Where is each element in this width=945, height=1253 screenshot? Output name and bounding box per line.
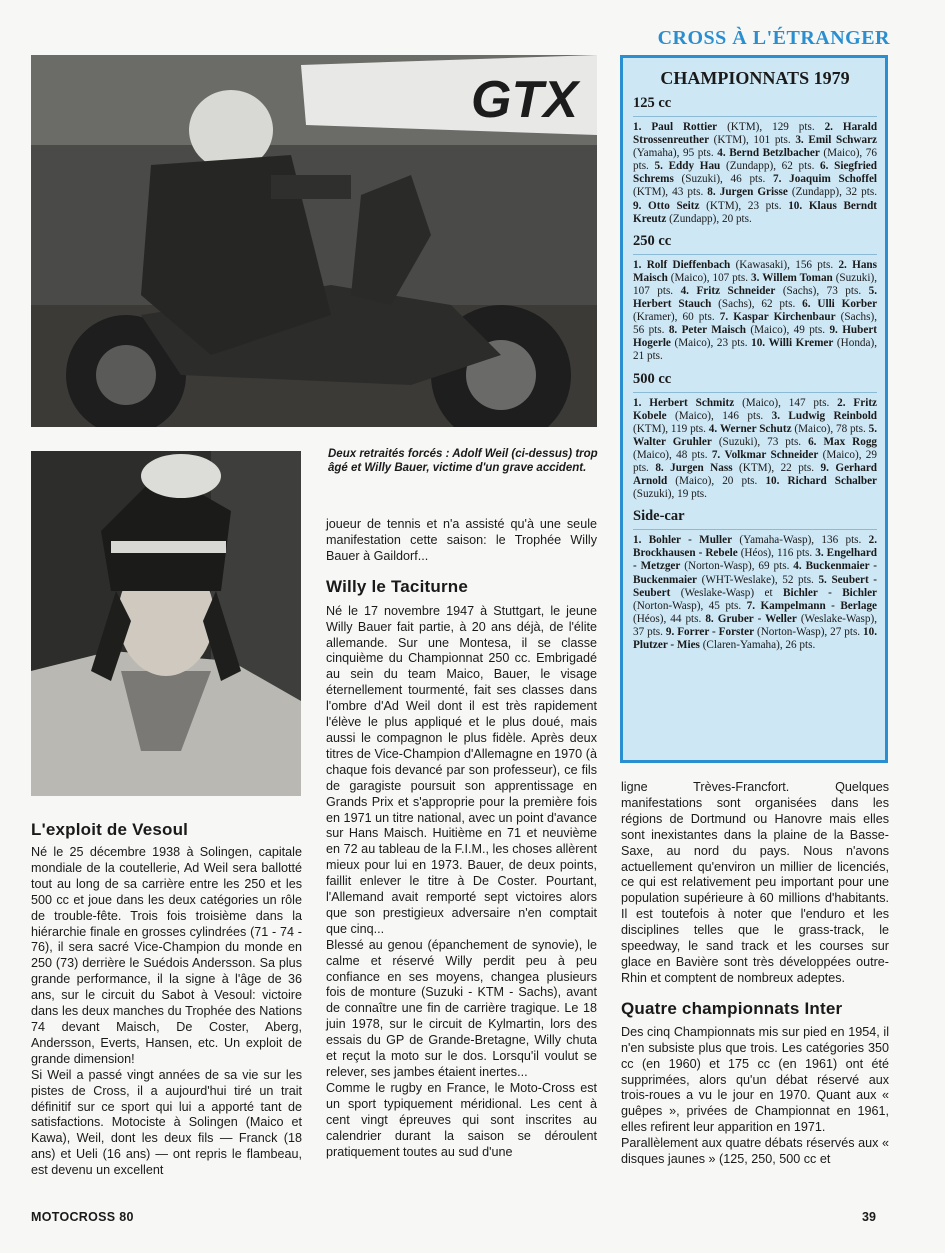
result-detail: (Maico), 78 pts. bbox=[794, 422, 866, 435]
result-position: 2. bbox=[838, 258, 847, 271]
results-list bbox=[633, 397, 877, 502]
result-detail: (Zundapp), 20 pts. bbox=[669, 212, 752, 225]
result-position: 4. bbox=[680, 284, 689, 297]
category-heading: 250 cc bbox=[633, 233, 877, 255]
paragraph: Blessé au genou (épanchement de synovie), le calme et réservé Willy perdit peu à peu confiance en ses moyens, changea plusieurs fois de monture (Suzuki - KTM - Sachs), avant de connaître une fin de carrière tragique. Le 18 juin 1978, sur le circuit de Kylmartin, lors des essais du GP de Grande-Bretagne, Willy chuta et reçut la moto sur le dos. Lorsqu'il voulut se relever, ses jambes étaient inertes... bbox=[326, 937, 597, 1079]
result-rider: Herbert Stauch bbox=[633, 298, 712, 311]
result-entry bbox=[655, 462, 820, 474]
result-rider: Willem Toman bbox=[762, 271, 833, 284]
result-rider: Hubert Hogerle bbox=[633, 324, 878, 350]
result-position: 9. bbox=[665, 625, 675, 638]
result-detail: (Kawasaki), 156 pts. bbox=[735, 258, 834, 271]
results-list bbox=[633, 121, 877, 226]
category-heading: Side-car bbox=[633, 508, 877, 530]
result-detail: (Kramer), 60 pts. bbox=[633, 311, 715, 324]
results-list bbox=[633, 534, 877, 652]
result-position: 3. bbox=[771, 409, 781, 422]
result-position: 1. bbox=[633, 534, 642, 547]
photo-caption: Deux retraités forcés : Adolf Weil (ci-dessus) trop âgé et Willy Bauer, victime d'un grave accident. bbox=[328, 448, 598, 474]
result-detail: (Maico), 107 pts. bbox=[670, 271, 749, 284]
paragraph: Né le 25 décembre 1938 à Solingen, capitale mondiale de la coutellerie, Ad Weil sera ballotté tout au long de sa carrière entre les 250 et les 500 cc et joue dans les deux catégories un rôle de trouble-fête. Trois fois troisième dans la hiérarchie finale en grosses cylindrées (71 - 74 - 76), il sera sacré Vice-Champion du monde en 250 (73) derrière le Suédois Andersson. Sa plus grande performance, il la signe à l'âge de 36 ans, sur le circuit du Sabot à Vesoul: victoire dans les deux manches du Trophée des Nations 74 devant Maisch, De Coster, Aberg, Andersson, Everts, Hansen, etc. Un exploit de grande dimension! bbox=[31, 845, 302, 1066]
result-rider: Werner Schutz bbox=[719, 422, 792, 435]
result-position: 4. bbox=[793, 560, 802, 573]
result-detail: (Suzuki), 46 pts. bbox=[681, 173, 766, 186]
result-detail: (Maico), 23 pts. bbox=[674, 337, 748, 350]
paragraph: Des cinq Championnats mis sur pied en 1954, il n'en subsiste plus que trois. Les catégories 350 cc (en 1960) et 175 cc (en 1961) ont été supprimées, alors qu'un débat réservé aux trois-roues a vu le jour en 1970. Quant aux « guêpes », privées de Championnat en 1961, elles refirent leur apparition en 1971. bbox=[621, 1024, 889, 1135]
result-position: 8. bbox=[655, 461, 664, 474]
result-detail: (WHT-Weslake), 52 pts. bbox=[701, 573, 814, 586]
column-1 bbox=[31, 820, 302, 1179]
result-position: 2. bbox=[868, 534, 878, 547]
result-entry bbox=[633, 534, 869, 546]
result-position: 9. bbox=[633, 199, 642, 212]
result-rider: Kaspar Kirchenbaur bbox=[733, 311, 836, 324]
result-entry bbox=[633, 259, 838, 271]
result-position: 5. bbox=[868, 284, 878, 297]
result-position: 8. bbox=[707, 186, 716, 199]
paragraph: joueur de tennis et n'a assisté qu'à une seule manifestation cette saison: le Trophée Willy Bauer à Gaildorf... bbox=[326, 517, 597, 563]
result-detail: (Claren-Yamaha), 26 pts. bbox=[702, 639, 816, 651]
result-rider: Peter Maisch bbox=[681, 324, 747, 337]
result-rider: Kampelmann - Berlage bbox=[760, 599, 878, 612]
result-position: 5. bbox=[818, 573, 827, 586]
result-entry bbox=[633, 200, 788, 212]
result-position: 7. bbox=[719, 311, 729, 324]
result-rider: Herbert Schmitz bbox=[649, 396, 735, 409]
result-rider: Paul Rottier bbox=[651, 121, 718, 133]
result-detail: (Sachs), 62 pts. bbox=[718, 298, 796, 311]
result-detail: (Honda), 21 pts. bbox=[633, 337, 877, 363]
result-detail: (Weslake-Wasp), 37 pts. bbox=[633, 612, 877, 638]
banner-text: GTX bbox=[471, 71, 578, 129]
result-position: 3. bbox=[795, 134, 804, 147]
result-position: 9. bbox=[829, 324, 838, 337]
result-position: 1. bbox=[633, 121, 642, 133]
paragraph: Parallèlement aux quatre débats réservés aux « disques jaunes » (125, 250, 500 cc et bbox=[621, 1136, 889, 1167]
result-position: 3. bbox=[750, 271, 760, 284]
result-detail: (Weslake-Wasp) et bbox=[680, 586, 773, 599]
result-position: 8. bbox=[705, 612, 714, 625]
result-entry bbox=[655, 160, 821, 172]
result-rider: Harald Strossenreuther bbox=[633, 121, 878, 147]
box-title: CHAMPIONNATS 1979 bbox=[660, 68, 850, 88]
result-position: 2. bbox=[837, 396, 846, 409]
results-list bbox=[633, 259, 877, 364]
result-rider: Walter Gruhler bbox=[633, 435, 712, 448]
result-detail: (Norton-Wasp), 69 pts. bbox=[684, 560, 790, 573]
result-position: 1. bbox=[633, 258, 642, 271]
result-detail: (Norton-Wasp), 27 pts. bbox=[756, 625, 861, 638]
result-entry bbox=[669, 324, 830, 336]
column-3 bbox=[621, 780, 889, 1168]
category-heading: 125 cc bbox=[633, 95, 877, 117]
result-position: 7. bbox=[711, 448, 721, 461]
result-rider: Jurgen Grisse bbox=[719, 186, 788, 199]
result-rider: Plutzer - Mies bbox=[633, 639, 700, 651]
result-position: 5. bbox=[654, 160, 663, 173]
result-position: 2. bbox=[824, 121, 833, 133]
result-position: 6. bbox=[808, 435, 817, 448]
result-rider: Eddy Hau bbox=[668, 160, 721, 173]
result-detail: (Maico), 48 pts. bbox=[633, 448, 708, 461]
result-detail: (Sachs), 56 pts. bbox=[633, 311, 878, 337]
result-detail: (Maico), 49 pts. bbox=[750, 324, 826, 337]
result-detail: (Sachs), 73 pts. bbox=[782, 284, 862, 297]
heading-quatre-championnats: Quatre championnats Inter bbox=[621, 998, 843, 1018]
result-detail: (KTM), 22 pts. bbox=[739, 461, 815, 474]
result-rider: Jurgen Nass bbox=[670, 461, 733, 474]
result-position: 10. bbox=[863, 625, 878, 638]
result-position: 1. bbox=[633, 396, 642, 409]
result-detail: (Maico), 29 pts. bbox=[633, 448, 877, 474]
paragraph: Si Weil a passé vingt années de sa vie sur les pistes de Cross, il a aujourd'hui tiré un trait définitif sur ce sport qui lui a apporté tant de satisfactions. Motociste à Solingen (Maico et Kawa), Weil, dont les deux fils — Franck (18 ans) et Ueli (16 ans) — ont repris le flambeau, est devenu un excellent bbox=[31, 1067, 302, 1178]
result-rider: Seubert - Seubert bbox=[633, 573, 878, 599]
result-rider: Ludwig Reinbold bbox=[788, 409, 878, 422]
paragraph: Comme le rugby en France, le Moto-Cross est un sport typiquement méridional. Les cent à cent vingt épreuves qui sont inscrites au calendrier durant la saison se déroulent pratiquement toutes au sud d'une bbox=[326, 1080, 597, 1159]
page-number: 39 bbox=[862, 1210, 876, 1224]
result-detail: (Zundapp), 62 pts. bbox=[725, 160, 815, 173]
result-position: 4. bbox=[717, 147, 726, 160]
result-rider: Fritz Schneider bbox=[696, 284, 776, 297]
section-title: CROSS À L'ÉTRANGER bbox=[657, 27, 890, 49]
result-rider: Hans Maisch bbox=[633, 258, 878, 284]
result-entry bbox=[666, 626, 863, 638]
result-rider: Max Rogg bbox=[823, 435, 878, 448]
result-rider: Emil Schwarz bbox=[808, 134, 878, 147]
result-detail: (KTM), 119 pts. bbox=[633, 422, 706, 435]
result-rider: Fritz Kobele bbox=[633, 396, 878, 422]
result-entry bbox=[709, 423, 869, 435]
result-rider: Ulli Korber bbox=[817, 298, 878, 311]
result-position: 10. bbox=[788, 199, 803, 212]
result-rider: Engelhard - Metzger bbox=[633, 547, 878, 573]
heading-willy-taciturne: Willy le Taciturne bbox=[326, 576, 468, 596]
heading-exploit-vesoul: L'exploit de Vesoul bbox=[31, 820, 189, 839]
magazine-name: MOTOCROSS 80 bbox=[31, 1210, 134, 1224]
result-entry bbox=[681, 285, 869, 297]
result-detail: (Yamaha-Wasp), 136 pts. bbox=[739, 534, 862, 547]
championships-results-box bbox=[620, 55, 888, 763]
result-detail: (Héos), 116 pts. bbox=[740, 547, 813, 560]
result-rider: Forrer - Forster bbox=[677, 625, 755, 638]
result-detail: (Suzuki), 73 pts. bbox=[718, 435, 802, 448]
result-position: 5. bbox=[868, 422, 878, 435]
result-rider: Willi Kremer bbox=[768, 337, 834, 350]
result-rider: Richard Schalber bbox=[787, 475, 878, 488]
result-detail: (Norton-Wasp), 45 pts. bbox=[633, 599, 742, 612]
result-detail: (Suzuki), 19 pts. bbox=[633, 488, 707, 501]
result-rider: Bohler - Muller bbox=[648, 534, 733, 547]
result-position: 3. bbox=[815, 547, 824, 560]
result-position: 4. bbox=[708, 422, 718, 435]
result-rider: Brockhausen - Rebele bbox=[633, 547, 738, 560]
result-detail: (Maico), 146 pts. bbox=[674, 409, 764, 422]
result-rider: Gerhard Arnold bbox=[633, 461, 878, 488]
result-position: 9. bbox=[820, 461, 829, 474]
result-detail: (Héos), 44 pts. bbox=[633, 612, 702, 625]
paragraph: ligne Trèves-Francfort. Quelques manifestations sont organisées dans les régions de Dortmund ou Hanovre mais elles sont inexistantes dans la plaine de la Basse-Saxe, au nord du pays. Nous n'avons actuellement qu'environ un millier de licenciés, ce qui est relativement peu important pour une population supérieure à 60 millions d'habitants. Il est toutefois à noter que l'enduro et les disciplines telles que le grass-track, le speedway, le sand track et les courses sur glace en Bavière sont très développées outre-Rhin et comptent de nombreux adeptes. bbox=[621, 780, 889, 985]
result-rider: Siegfried Schrems bbox=[633, 160, 877, 186]
result-entry bbox=[633, 121, 825, 133]
result-detail: (KTM), 43 pts. bbox=[633, 186, 704, 199]
result-rider: Joaquim Schoffel bbox=[789, 173, 878, 186]
category-heading: 500 cc bbox=[633, 371, 877, 393]
result-detail: (Yamaha), 95 pts. bbox=[633, 147, 714, 160]
result-position: 6. bbox=[802, 298, 811, 311]
result-detail: (Maico), 76 pts. bbox=[633, 147, 877, 173]
paragraph: Né le 17 novembre 1947 à Stuttgart, le jeune Willy Bauer fait partie, à 20 ans déjà, de l'élite allemande. Sur une Montesa, il se classe cinquième du Championnat 250 cc. Embrigadé au sein du team Maico, Bauer, le visage éternellement tourmenté, fait ses classes dans l'ombre d'Ad Weil dont il est très rapidement l'élève le plus appliqué et le plus doué, mais aussi le compagnon le plus fidèle. Après deux titres de Vice-Champion d'Allemagne en 1970 (à chaque fois devancé par son professeur), ce fils de garagiste poursuit son apprentissage en Grands Prix et s'approprie pour la première fois en 1971 un titre national, avec un point d'avance sur Hans Maisch. Huitième en 71 et neuvième en 72 au tableau de la F.I.M., les choses allèrent mieux pour lui en 1973. Bauer, de deux points, faillit enlever le titre à De Coster. Pourtant, l'Allemand avait remporté sept victoires alors que son prestigieux adversaire n'en comptait que cinq... bbox=[326, 603, 597, 936]
photo-rider-portrait bbox=[31, 451, 301, 796]
result-position: 7. bbox=[773, 173, 782, 186]
result-rider: Bichler - Bichler bbox=[783, 586, 878, 599]
result-position: 8. bbox=[668, 324, 678, 337]
result-position: 6. bbox=[820, 160, 829, 173]
result-detail: (KTM), 23 pts. bbox=[706, 199, 782, 212]
result-position: 7. bbox=[746, 599, 756, 612]
result-position: 10. bbox=[765, 475, 780, 488]
result-rider: Buckenmaier - Buckenmaier bbox=[633, 560, 878, 586]
result-position: 10. bbox=[751, 337, 766, 350]
result-detail: (KTM), 101 pts. bbox=[713, 134, 791, 147]
result-entry bbox=[707, 186, 877, 198]
result-detail: (Zundapp), 32 pts. bbox=[791, 186, 877, 199]
result-detail: (Suzuki), 107 pts. bbox=[633, 271, 878, 297]
result-rider: Klaus Berndt Kreutz bbox=[633, 199, 878, 225]
result-rider: Rolf Dieffenbach bbox=[646, 258, 731, 271]
result-rider: Bernd Betzlbacher bbox=[729, 147, 820, 160]
result-rider: Volkmar Schneider bbox=[724, 448, 819, 461]
column-2 bbox=[326, 517, 597, 1160]
result-detail: (Maico), 20 pts. bbox=[675, 475, 758, 488]
result-detail: (Maico), 147 pts. bbox=[742, 396, 830, 409]
photo-rider-motorcycle bbox=[31, 55, 597, 427]
result-detail: (KTM), 129 pts. bbox=[727, 121, 815, 133]
result-rider: Gruber - Weller bbox=[717, 612, 797, 625]
result-entry bbox=[633, 397, 837, 409]
result-rider: Otto Seitz bbox=[648, 199, 700, 212]
